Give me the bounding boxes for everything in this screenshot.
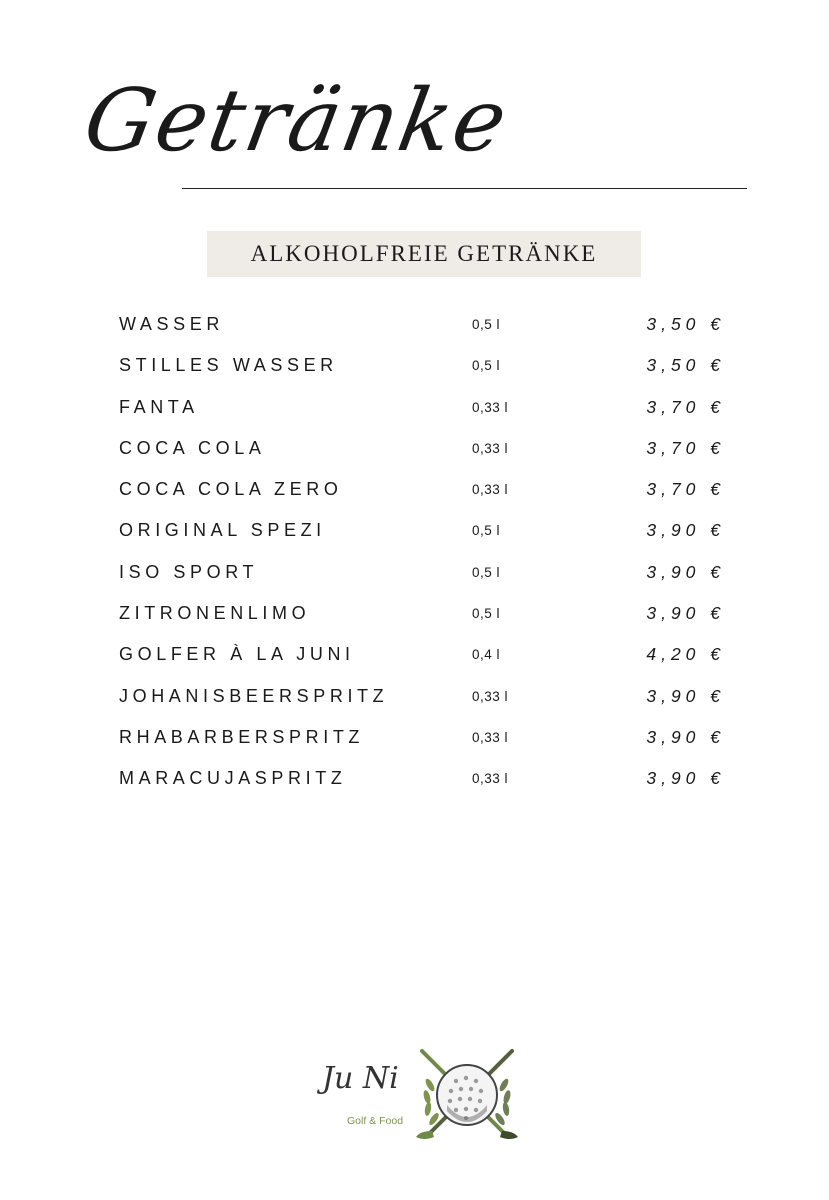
menu-item: [0, 760, 829, 801]
item-volume: 0,5 l: [472, 317, 501, 332]
item-volume: 0,33 l: [472, 729, 509, 745]
item-price: 3,90 €: [646, 603, 725, 624]
item-name: FANTA: [119, 396, 199, 417]
menu-item: [0, 719, 829, 760]
item-price: 4,20 €: [646, 644, 725, 665]
menu-item: [0, 471, 829, 512]
item-volume: 0,33 l: [472, 440, 509, 456]
item-name: STILLES WASSER: [119, 355, 338, 376]
item-price: 3,90 €: [646, 561, 725, 582]
item-price: 3,90 €: [646, 726, 725, 747]
brand-logo: [318, 1045, 523, 1145]
item-volume: 0,33 l: [472, 771, 509, 787]
item-volume: 0,5 l: [472, 564, 501, 580]
item-name: COCA COLA ZERO: [119, 479, 343, 500]
item-name: GOLFER À LA JUNI: [119, 644, 355, 665]
item-volume: 0,33 l: [472, 482, 509, 498]
item-price: 3,70 €: [646, 437, 725, 458]
golf-ball-crossed-clubs-laurel-icon: [414, 1045, 520, 1145]
menu-item: [0, 554, 829, 595]
item-volume: 0,5 l: [472, 523, 501, 539]
menu-item: [0, 636, 829, 677]
item-volume: 0,33 l: [472, 399, 509, 415]
item-name: JOHANISBEERSPRITZ: [119, 685, 389, 706]
item-name: MARACUJASPRITZ: [119, 768, 347, 789]
item-price: 3,50 €: [646, 314, 725, 334]
item-name: COCA COLA: [119, 437, 266, 458]
item-price: 3,70 €: [646, 396, 725, 417]
title-divider: [182, 188, 747, 189]
drinks-list: [0, 306, 829, 802]
item-name: ORIGINAL SPEZI: [119, 520, 326, 541]
item-name: ZITRONENLIMO: [119, 603, 311, 624]
menu-item: [0, 347, 829, 388]
item-volume: 0,33 l: [472, 688, 509, 704]
menu-item: [0, 512, 829, 553]
section-label: ALKOHOLFREIE GETRÄNKE: [250, 241, 598, 266]
page-title: Getränke: [77, 71, 516, 171]
menu-item: [0, 389, 829, 430]
item-volume: 0,4 l: [472, 647, 501, 663]
menu-item: [0, 306, 829, 347]
menu-item: [0, 430, 829, 471]
item-name: ISO SPORT: [119, 561, 259, 582]
item-name: WASSER: [119, 314, 224, 334]
item-price: 3,90 €: [646, 685, 725, 706]
item-volume: 0,5 l: [472, 606, 501, 622]
item-volume: 0,5 l: [472, 358, 501, 374]
menu-item: [0, 678, 829, 719]
menu-item: [0, 595, 829, 636]
item-name: RHABARBERSPRITZ: [119, 726, 365, 747]
logo-wordmark: Ju Ni: [322, 1061, 399, 1096]
item-price: 3,90 €: [646, 520, 725, 541]
section-header: [207, 231, 641, 277]
item-price: 3,90 €: [646, 768, 725, 789]
logo-subtitle: Golf & Food: [347, 1115, 404, 1127]
item-price: 3,70 €: [646, 479, 725, 500]
item-price: 3,50 €: [646, 355, 725, 376]
